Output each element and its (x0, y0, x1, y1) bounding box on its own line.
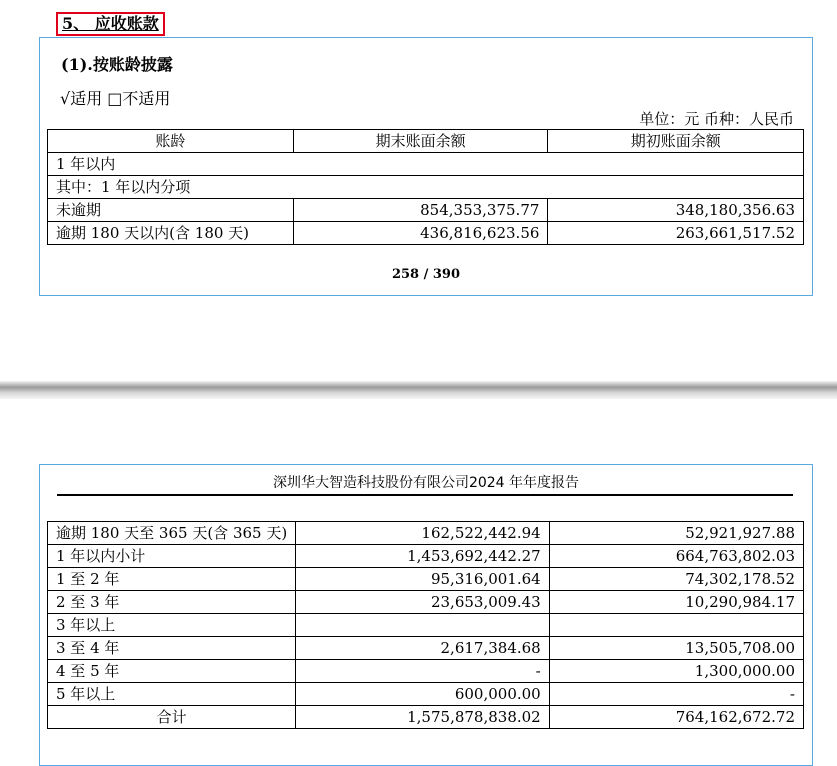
table-row (48, 683, 804, 706)
ending-balance-cell: 854,353,375.77 (293, 199, 548, 222)
opening-balance-cell (549, 614, 803, 637)
aging-table-part1 (47, 129, 804, 245)
row-label: 其中：1 年以内分项 (48, 176, 804, 199)
ending-balance-cell: 600,000.00 (296, 683, 550, 706)
ending-balance-cell: 1,453,692,442.27 (296, 545, 550, 568)
opening-balance-cell: 52,921,927.88 (549, 522, 803, 545)
applicability-note: √适用 □不适用 (60, 89, 171, 108)
page-258-frame (39, 37, 813, 296)
table-row (48, 660, 804, 683)
opening-balance-cell: 764,162,672.72 (549, 706, 803, 729)
ending-balance-cell: 1,575,878,838.02 (296, 706, 550, 729)
header-opening-balance: 期初账面余额 (548, 130, 804, 153)
table-row (48, 522, 804, 545)
ending-balance-cell: 436,816,623.56 (293, 222, 548, 245)
row-label: 2 至 3 年 (48, 591, 296, 614)
table-row (48, 706, 804, 729)
table-row (48, 614, 804, 637)
ending-balance-cell: 162,522,442.94 (296, 522, 550, 545)
table-row (48, 176, 804, 199)
row-label: 1 至 2 年 (48, 568, 296, 591)
header-rule (57, 494, 793, 496)
opening-balance-cell: 1,300,000.00 (549, 660, 803, 683)
table-header-row (48, 130, 804, 153)
page-number: 258 / 390 (391, 267, 461, 282)
row-label: 1 年以内小计 (48, 545, 296, 568)
row-label: 5 年以上 (48, 683, 296, 706)
opening-balance-cell: 13,505,708.00 (549, 637, 803, 660)
table-row (48, 153, 804, 176)
ending-balance-cell: 95,316,001.64 (296, 568, 550, 591)
table-row (48, 545, 804, 568)
table-row (48, 199, 804, 222)
row-label: 4 至 5 年 (48, 660, 296, 683)
header-ending-balance: 期末账面余额 (293, 130, 548, 153)
page-divider (0, 381, 837, 399)
row-label: 逾期 180 天以内(含 180 天) (48, 222, 294, 245)
row-label: 未逾期 (48, 199, 294, 222)
ending-balance-cell (296, 614, 550, 637)
opening-balance-cell: 74,302,178.52 (549, 568, 803, 591)
table-row (48, 222, 804, 245)
row-label: 3 至 4 年 (48, 637, 296, 660)
row-label: 1 年以内 (48, 153, 804, 176)
header-aging: 账龄 (48, 130, 294, 153)
report-header: 深圳华大智造科技股份有限公司2024 年年度报告 (272, 475, 580, 491)
ending-balance-cell: - (296, 660, 550, 683)
opening-balance-cell: 10,290,984.17 (549, 591, 803, 614)
opening-balance-cell: 664,763,802.03 (549, 545, 803, 568)
page-259-frame (39, 464, 813, 766)
opening-balance-cell: - (549, 683, 803, 706)
unit-currency-note: 单位：元 币种：人民币 (639, 110, 794, 128)
aging-table-part2 (47, 521, 804, 729)
opening-balance-cell: 263,661,517.52 (548, 222, 804, 245)
section-heading: 5、 应收账款 (56, 12, 165, 36)
table-row (48, 568, 804, 591)
table-row (48, 591, 804, 614)
ending-balance-cell: 23,653,009.43 (296, 591, 550, 614)
row-label: 合计 (48, 706, 296, 729)
opening-balance-cell: 348,180,356.63 (548, 199, 804, 222)
table-row (48, 637, 804, 660)
subsection-title: (1).按账龄披露 (61, 55, 173, 74)
row-label: 3 年以上 (48, 614, 296, 637)
ending-balance-cell: 2,617,384.68 (296, 637, 550, 660)
row-label: 逾期 180 天至 365 天(含 365 天) (48, 522, 296, 545)
